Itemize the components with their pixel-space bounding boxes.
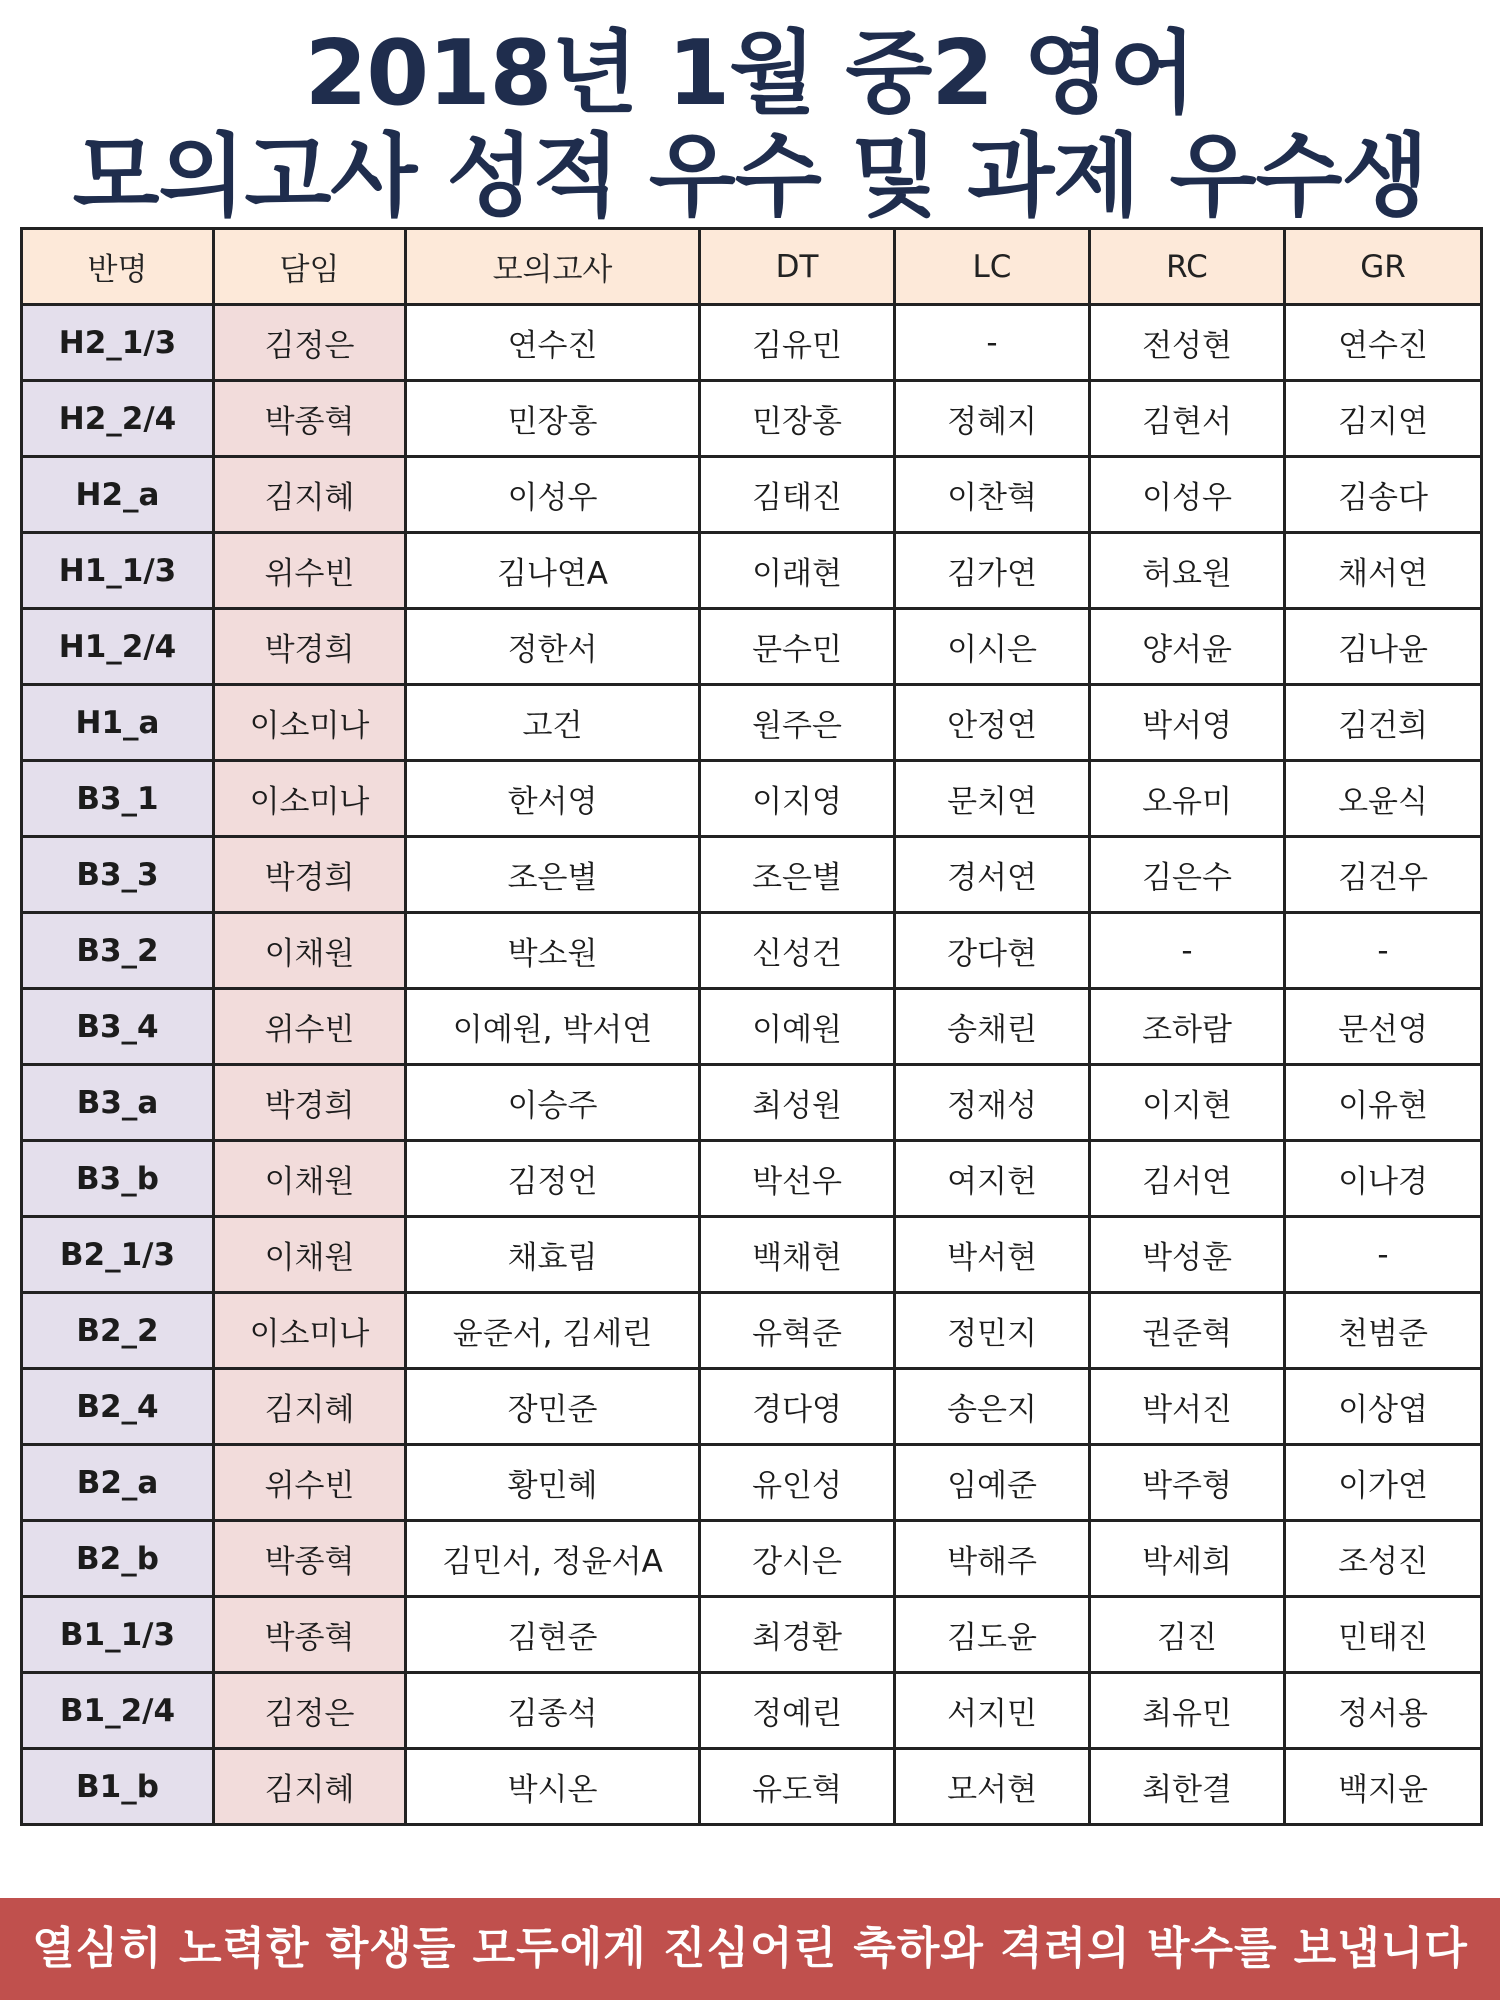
cell-class: H2_1/3: [22, 305, 214, 381]
table-row: [22, 913, 1482, 989]
cell-gr: -: [1285, 913, 1482, 989]
table-row: [22, 837, 1482, 913]
header-class: 반명: [22, 229, 214, 305]
table-row: [22, 761, 1482, 837]
cell-class: H2_2/4: [22, 381, 214, 457]
cell-teacher: 김정은: [214, 305, 406, 381]
cell-lc: 송채린: [895, 989, 1090, 1065]
cell-mock-exam: 정한서: [406, 609, 700, 685]
cell-gr: 이가연: [1285, 1445, 1482, 1521]
cell-mock-exam: 박소원: [406, 913, 700, 989]
cell-mock-exam: 한서영: [406, 761, 700, 837]
title-line-2: 모의고사 성적 우수 및 과제 우수생: [72, 124, 1428, 229]
cell-teacher: 이채원: [214, 1141, 406, 1217]
cell-class: B3_a: [22, 1065, 214, 1141]
table-row: [22, 1749, 1482, 1825]
cell-rc: 박세희: [1090, 1521, 1285, 1597]
cell-teacher: 김지혜: [214, 1369, 406, 1445]
cell-lc: 이찬혁: [895, 457, 1090, 533]
table-row: [22, 1141, 1482, 1217]
cell-gr: 백지윤: [1285, 1749, 1482, 1825]
cell-class: B1_1/3: [22, 1597, 214, 1673]
cell-dt: 박선우: [700, 1141, 895, 1217]
cell-mock-exam: 김민서, 정윤서A: [406, 1521, 700, 1597]
cell-mock-exam: 김현준: [406, 1597, 700, 1673]
cell-class: B3_b: [22, 1141, 214, 1217]
cell-mock-exam: 황민혜: [406, 1445, 700, 1521]
cell-mock-exam: 연수진: [406, 305, 700, 381]
cell-class: B2_4: [22, 1369, 214, 1445]
cell-class: B3_3: [22, 837, 214, 913]
cell-rc: 최유민: [1090, 1673, 1285, 1749]
cell-mock-exam: 장민준: [406, 1369, 700, 1445]
cell-class: B3_4: [22, 989, 214, 1065]
title-line-1: 2018년 1월 중2 영어: [304, 21, 1196, 126]
cell-lc: 정재성: [895, 1065, 1090, 1141]
cell-teacher: 김정은: [214, 1673, 406, 1749]
cell-rc: 박서영: [1090, 685, 1285, 761]
cell-dt: 민장홍: [700, 381, 895, 457]
cell-dt: 조은별: [700, 837, 895, 913]
cell-teacher: 이채원: [214, 913, 406, 989]
cell-mock-exam: 윤준서, 김세린: [406, 1293, 700, 1369]
cell-class: B1_b: [22, 1749, 214, 1825]
cell-dt: 강시은: [700, 1521, 895, 1597]
table-row: [22, 381, 1482, 457]
header-teacher: 담임: [214, 229, 406, 305]
cell-gr: 김지연: [1285, 381, 1482, 457]
table-row: [22, 685, 1482, 761]
cell-dt: 정예린: [700, 1673, 895, 1749]
cell-lc: 정민지: [895, 1293, 1090, 1369]
cell-dt: 유인성: [700, 1445, 895, 1521]
cell-gr: -: [1285, 1217, 1482, 1293]
cell-gr: 채서연: [1285, 533, 1482, 609]
cell-rc: 김은수: [1090, 837, 1285, 913]
cell-rc: 이성우: [1090, 457, 1285, 533]
cell-gr: 오윤식: [1285, 761, 1482, 837]
cell-rc: 김서연: [1090, 1141, 1285, 1217]
cell-gr: 정서용: [1285, 1673, 1482, 1749]
cell-class: H1_1/3: [22, 533, 214, 609]
cell-dt: 이래현: [700, 533, 895, 609]
cell-rc: 양서윤: [1090, 609, 1285, 685]
table-row: [22, 1673, 1482, 1749]
cell-teacher: 위수빈: [214, 989, 406, 1065]
cell-gr: 김나윤: [1285, 609, 1482, 685]
student-score-table: [20, 227, 1483, 1826]
cell-teacher: 박경희: [214, 837, 406, 913]
cell-teacher: 박종혁: [214, 1521, 406, 1597]
cell-class: H1_2/4: [22, 609, 214, 685]
cell-gr: 김송다: [1285, 457, 1482, 533]
cell-lc: 박서현: [895, 1217, 1090, 1293]
cell-rc: 김진: [1090, 1597, 1285, 1673]
cell-mock-exam: 채효림: [406, 1217, 700, 1293]
cell-teacher: 박종혁: [214, 1597, 406, 1673]
footer-message: 열심히 노력한 학생들 모두에게 진심어린 축하와 격려의 박수를 보냅니다: [32, 1923, 1468, 1974]
table-row: [22, 1293, 1482, 1369]
table-row: [22, 533, 1482, 609]
cell-class: B2_a: [22, 1445, 214, 1521]
cell-teacher: 이소미나: [214, 685, 406, 761]
cell-gr: 김건희: [1285, 685, 1482, 761]
cell-mock-exam: 민장홍: [406, 381, 700, 457]
cell-teacher: 위수빈: [214, 1445, 406, 1521]
cell-teacher: 이소미나: [214, 1293, 406, 1369]
cell-lc: 임예준: [895, 1445, 1090, 1521]
cell-gr: 연수진: [1285, 305, 1482, 381]
cell-gr: 이나경: [1285, 1141, 1482, 1217]
cell-gr: 김건우: [1285, 837, 1482, 913]
cell-rc: 박성훈: [1090, 1217, 1285, 1293]
cell-lc: 여지헌: [895, 1141, 1090, 1217]
cell-dt: 원주은: [700, 685, 895, 761]
cell-teacher: 김지혜: [214, 1749, 406, 1825]
cell-teacher: 박종혁: [214, 381, 406, 457]
cell-dt: 경다영: [700, 1369, 895, 1445]
cell-lc: 이시은: [895, 609, 1090, 685]
cell-class: B3_1: [22, 761, 214, 837]
table-row: [22, 609, 1482, 685]
cell-mock-exam: 김정언: [406, 1141, 700, 1217]
cell-rc: 조하람: [1090, 989, 1285, 1065]
page-title: [0, 22, 1500, 228]
cell-mock-exam: 박시온: [406, 1749, 700, 1825]
cell-dt: 최성원: [700, 1065, 895, 1141]
cell-rc: 최한결: [1090, 1749, 1285, 1825]
cell-rc: 전성현: [1090, 305, 1285, 381]
table-row: [22, 1445, 1482, 1521]
cell-teacher: 이채원: [214, 1217, 406, 1293]
cell-lc: 김가연: [895, 533, 1090, 609]
cell-gr: 민태진: [1285, 1597, 1482, 1673]
cell-rc: 박주형: [1090, 1445, 1285, 1521]
table-row: [22, 457, 1482, 533]
cell-rc: 오유미: [1090, 761, 1285, 837]
cell-lc: 박해주: [895, 1521, 1090, 1597]
cell-lc: 김도윤: [895, 1597, 1090, 1673]
cell-dt: 최경환: [700, 1597, 895, 1673]
cell-mock-exam: 고건: [406, 685, 700, 761]
cell-lc: 경서연: [895, 837, 1090, 913]
header-gr: GR: [1285, 229, 1482, 305]
table-row: [22, 1369, 1482, 1445]
table-row: [22, 1597, 1482, 1673]
cell-gr: 문선영: [1285, 989, 1482, 1065]
cell-mock-exam: 조은별: [406, 837, 700, 913]
table-row: [22, 1065, 1482, 1141]
table-body: [22, 305, 1482, 1825]
table-header-row: [22, 229, 1482, 305]
cell-gr: 천범준: [1285, 1293, 1482, 1369]
cell-teacher: 이소미나: [214, 761, 406, 837]
cell-lc: 모서현: [895, 1749, 1090, 1825]
cell-class: B1_2/4: [22, 1673, 214, 1749]
header-dt: DT: [700, 229, 895, 305]
table-row: [22, 305, 1482, 381]
cell-class: H2_a: [22, 457, 214, 533]
cell-mock-exam: 이예원, 박서연: [406, 989, 700, 1065]
cell-dt: 김태진: [700, 457, 895, 533]
cell-class: B2_2: [22, 1293, 214, 1369]
cell-dt: 이예원: [700, 989, 895, 1065]
cell-dt: 김유민: [700, 305, 895, 381]
cell-lc: 정혜지: [895, 381, 1090, 457]
header-mock-exam: 모의고사: [406, 229, 700, 305]
cell-class: B2_1/3: [22, 1217, 214, 1293]
cell-dt: 백채현: [700, 1217, 895, 1293]
cell-gr: 이유현: [1285, 1065, 1482, 1141]
cell-rc: 이지현: [1090, 1065, 1285, 1141]
cell-lc: 문치연: [895, 761, 1090, 837]
cell-teacher: 박경희: [214, 609, 406, 685]
cell-lc: 서지민: [895, 1673, 1090, 1749]
cell-gr: 조성진: [1285, 1521, 1482, 1597]
cell-mock-exam: 김종석: [406, 1673, 700, 1749]
cell-dt: 유혁준: [700, 1293, 895, 1369]
cell-rc: 김현서: [1090, 381, 1285, 457]
cell-dt: 유도혁: [700, 1749, 895, 1825]
header-rc: RC: [1090, 229, 1285, 305]
cell-teacher: 위수빈: [214, 533, 406, 609]
cell-teacher: 박경희: [214, 1065, 406, 1141]
cell-mock-exam: 이승주: [406, 1065, 700, 1141]
cell-rc: -: [1090, 913, 1285, 989]
cell-dt: 이지영: [700, 761, 895, 837]
cell-dt: 문수민: [700, 609, 895, 685]
cell-mock-exam: 김나연A: [406, 533, 700, 609]
footer-banner: [0, 1898, 1500, 2000]
cell-rc: 박서진: [1090, 1369, 1285, 1445]
header-lc: LC: [895, 229, 1090, 305]
cell-class: H1_a: [22, 685, 214, 761]
cell-rc: 허요원: [1090, 533, 1285, 609]
cell-mock-exam: 이성우: [406, 457, 700, 533]
cell-lc: 안정연: [895, 685, 1090, 761]
table-row: [22, 1217, 1482, 1293]
cell-gr: 이상엽: [1285, 1369, 1482, 1445]
cell-lc: 송은지: [895, 1369, 1090, 1445]
cell-lc: -: [895, 305, 1090, 381]
table-row: [22, 989, 1482, 1065]
table-row: [22, 1521, 1482, 1597]
cell-dt: 신성건: [700, 913, 895, 989]
cell-class: B3_2: [22, 913, 214, 989]
cell-class: B2_b: [22, 1521, 214, 1597]
cell-lc: 강다현: [895, 913, 1090, 989]
cell-teacher: 김지혜: [214, 457, 406, 533]
cell-rc: 권준혁: [1090, 1293, 1285, 1369]
